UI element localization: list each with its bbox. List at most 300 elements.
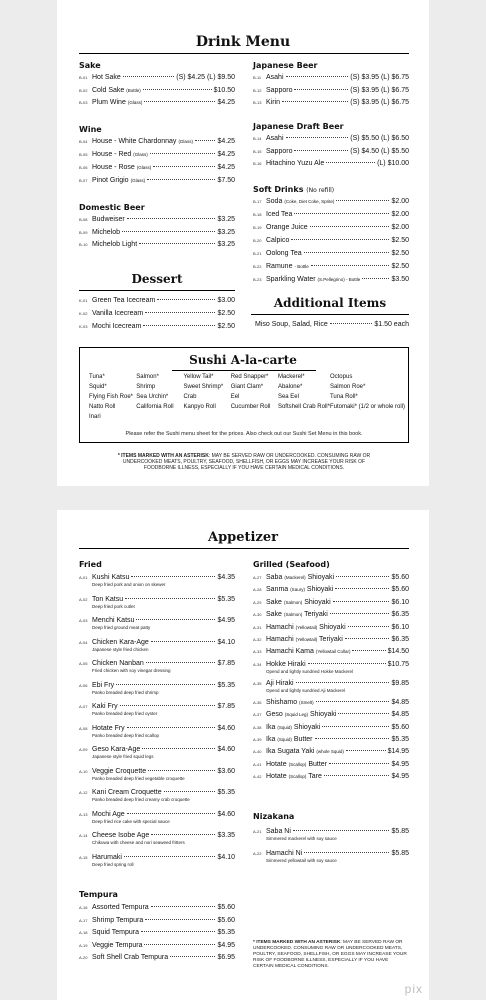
item-name: Shishamo: [266, 698, 298, 706]
leader-dots: [315, 738, 390, 739]
title-rule: [79, 53, 409, 54]
appetizer-disclaimer-text: : MAY BE SERVED RAW OR UNDERCOOKED. CONSUMING RAW OR UNDERCOOKED MEATS, POULTRY, SEAFOOD, SHELLFISH, OR EGGS MAY INCREASE YOUR RISK OF FOODBORNE ILLNESS, ESPECIALLY IF YOU HAVE CERTAIN MEDICAL CONDITIONS.: [253, 940, 407, 969]
item-price: $6.10: [391, 623, 409, 631]
leader-dots: [293, 830, 390, 831]
leader-dots: [330, 323, 373, 324]
item-code: B-13: [253, 100, 262, 105]
item-name-wrap: [266, 610, 328, 620]
drink-menu-page: [57, 0, 429, 486]
item-description: Deep fried ground meat patty: [92, 625, 151, 630]
item-name: Hotate Fry: [92, 724, 125, 732]
leader-dots: [345, 638, 390, 639]
section-heading-text: Tempura: [79, 890, 118, 899]
menu-item: [79, 228, 235, 238]
menu-item: [79, 941, 235, 951]
section-heading: [253, 812, 294, 821]
sushi-item: Salmon Roe*: [329, 384, 366, 390]
leader-dots: [324, 775, 390, 776]
item-name-wrap: [266, 73, 284, 83]
leader-dots: [145, 919, 215, 920]
item-name-wrap: [266, 147, 292, 157]
additional-items-line: Miso Soup, Salad, Rice: [255, 321, 328, 328]
item-price: $5.85: [391, 850, 409, 857]
item-price: $4.25: [217, 138, 235, 145]
item-name-wrap: [266, 86, 292, 96]
leader-dots: [348, 626, 390, 627]
item-name-wrap: [92, 903, 149, 913]
sushi-item: Natto Roll: [89, 404, 116, 410]
item-note: (Glass): [136, 165, 152, 170]
item-price: $2.50: [391, 237, 409, 244]
item-price: $3.25: [217, 216, 235, 223]
item-name-wrap: [266, 698, 314, 708]
leader-dots: [124, 856, 216, 857]
menu-item: [253, 760, 409, 770]
leader-dots: [330, 613, 390, 614]
watermark: pix: [404, 982, 423, 996]
leader-dots: [164, 791, 216, 792]
item-code: B-06: [79, 165, 88, 170]
item-code: A-05: [79, 661, 88, 666]
item-code: B-01: [79, 75, 88, 80]
item-price: $2.00: [391, 198, 409, 205]
item-description: Opend and lightly sundried Aji Mackerel: [266, 687, 346, 693]
item-code: A-02: [79, 596, 88, 602]
item-price: (S) $5.50 (L) $6.50: [350, 135, 409, 142]
menu-item: [253, 236, 409, 246]
section-heading: [79, 890, 118, 899]
item-price: $2.00: [391, 211, 409, 218]
item-name-wrap: [92, 322, 141, 332]
item-note: (Yellowtail): [295, 624, 318, 630]
menu-item: [253, 262, 409, 272]
item-note: (Salmon): [283, 599, 303, 605]
menu-item: [79, 137, 235, 147]
item-code: A-18: [79, 930, 88, 935]
leader-dots: [333, 601, 390, 602]
item-name: Chicken Nanban: [92, 660, 144, 667]
sushi-item: Abalone*: [277, 384, 303, 390]
item-price: $3.25: [217, 241, 235, 248]
item-name: Sanma: [266, 586, 289, 594]
item-name: Assorted Tempura: [92, 904, 149, 911]
item-name: Kaki Fry: [92, 703, 118, 710]
item-price: $4.25: [217, 151, 235, 158]
item-code: A-19: [79, 942, 88, 948]
leader-dots: [120, 705, 216, 706]
item-name: Ton Katsu: [92, 595, 124, 603]
leader-dots: [338, 713, 389, 714]
item-code: A-31: [253, 624, 262, 630]
section-heading-text: Wine: [79, 125, 102, 134]
sushi-title: Sushi A-la-carte: [189, 353, 297, 367]
item-name: House - Red: [92, 151, 132, 158]
item-name: Oolong Tea: [266, 250, 302, 257]
menu-item: [253, 134, 409, 144]
menu-item: [253, 197, 409, 207]
item-price: $5.60: [217, 904, 235, 911]
leader-dots: [148, 770, 215, 771]
item-style: Shioyaki: [293, 723, 321, 731]
item-code: B-21: [253, 251, 262, 256]
additional-items-title: Additional Items: [273, 296, 387, 310]
item-style: Shioyaki: [319, 623, 346, 631]
section-heading: [253, 185, 334, 194]
item-price: $2.50: [391, 263, 409, 270]
leader-dots: [151, 906, 216, 907]
menu-item: [79, 309, 235, 319]
leader-dots: [316, 701, 390, 702]
item-price: $5.35: [217, 681, 235, 689]
item-price: $7.85: [217, 703, 235, 710]
item-name: Sapporo: [266, 147, 293, 155]
item-price: $3.35: [217, 832, 235, 839]
menu-item: [253, 723, 409, 733]
item-price: $4.95: [391, 773, 409, 781]
dessert-rule: [79, 290, 235, 291]
sushi-item: Inari: [89, 414, 101, 420]
item-name: Asahi: [266, 135, 284, 142]
item-price: $5.35: [391, 736, 409, 743]
item-price: $4.25: [217, 99, 235, 106]
item-code: A-17: [79, 917, 88, 923]
item-code: A-06: [79, 682, 88, 688]
item-name: Hokke Hiraki: [266, 660, 306, 668]
menu-item: [253, 573, 409, 583]
item-description: Fried chicken with soy vinegar dressing: [92, 668, 171, 673]
appetizer-page: [57, 510, 429, 1000]
menu-item: [79, 86, 235, 96]
disclaimer-text: : MAY BE SERVED RAW OR UNDERCOOKED. CONSUMING RAW OR UNDERCOOKED MEATS, POULTRY, SEAFOOD, SHELLFISH, OR EGGS MAY INCREASE YOUR RISK OF FOODBORNE ILLNESS, ESPECIALLY IF YOU HAVE CERTAIN MEDICAL CONDITIONS.: [122, 453, 371, 471]
disclaimer-lead: * ITEMS MARKED WITH AN ASTERISK: [117, 453, 209, 459]
item-style: Shioyaki: [309, 711, 337, 719]
item-name-wrap: [266, 262, 309, 272]
leader-dots: [123, 76, 174, 77]
item-name: Ramune: [266, 263, 293, 270]
item-name: Plum Wine: [92, 99, 126, 106]
item-price: $3.60: [217, 767, 235, 775]
item-price: $2.50: [217, 310, 235, 317]
item-name: Ika: [266, 723, 276, 731]
item-name-wrap: [92, 215, 125, 225]
menu-item: [253, 598, 409, 608]
item-name: Saba Ni: [266, 828, 291, 835]
leader-dots: [286, 76, 349, 77]
item-name: Iced Tea: [266, 211, 293, 218]
item-name-wrap: [266, 723, 320, 733]
item-name: Hamachi Kama: [266, 648, 314, 656]
leader-dots: [150, 153, 216, 154]
item-price: $4.60: [217, 746, 235, 753]
appetizer-rule: [79, 548, 409, 549]
item-code: B-04: [79, 139, 88, 144]
item-price: $5.60: [217, 916, 235, 924]
sushi-item: Eel: [230, 394, 240, 400]
leader-dots: [310, 226, 390, 227]
leader-dots: [127, 813, 216, 814]
item-code: B-09: [79, 229, 88, 235]
item-name: Cold Sake: [92, 86, 125, 94]
item-description: Panko breaded deep fried shrimp: [92, 689, 159, 695]
section-heading-note: (No refill): [306, 187, 335, 194]
leader-dots: [127, 727, 216, 728]
item-name: Mochi Icecream: [92, 323, 142, 330]
item-code: K-02: [79, 311, 88, 316]
sushi-item: Cucumber Roll: [230, 404, 271, 410]
item-code: A-34: [253, 661, 262, 667]
item-description: Chikuwa with cheese and nori seaweed fritters: [92, 840, 185, 845]
item-code: A-29: [253, 599, 262, 605]
item-price: $2.00: [391, 224, 409, 231]
item-code: A-16: [79, 905, 88, 910]
sushi-item: Salmon*: [136, 374, 159, 380]
item-name: Sake: [266, 611, 282, 619]
item-note: (Glass): [130, 178, 146, 183]
leader-dots: [296, 682, 390, 683]
leader-dots: [116, 684, 215, 685]
item-code: A-30: [253, 612, 262, 618]
item-name: Vanilla Icecream: [92, 310, 144, 317]
item-code: A-41: [253, 761, 262, 767]
item-name-wrap: [266, 159, 324, 169]
item-name-wrap: [92, 163, 151, 173]
item-description: Deep fried spring roll: [92, 861, 134, 867]
item-note: (Scallop): [288, 761, 307, 767]
section-heading-text: Japanese Draft Beer: [253, 122, 344, 131]
sushi-item: Sea Urchin*: [136, 394, 169, 400]
item-code: A-40: [253, 749, 262, 755]
leader-dots: [136, 619, 215, 620]
sushi-item: Shrimp: [136, 384, 156, 390]
item-note: (Glass): [133, 152, 148, 157]
additional-items-price: $1.50 each: [374, 321, 409, 328]
item-style: Shioyaki: [304, 598, 331, 606]
item-price: $4.60: [217, 724, 235, 732]
item-code: B-05: [79, 152, 88, 157]
dessert-title: Dessert: [131, 272, 183, 286]
item-price: $10.75: [387, 660, 409, 668]
item-note: - Bottle: [294, 264, 309, 269]
item-name: Green Tea Icecream: [92, 297, 156, 304]
item-price: $4.85: [391, 711, 409, 719]
item-price: $2.50: [217, 323, 235, 330]
item-name-wrap: [92, 73, 121, 83]
appetizer-disclaimer: [253, 940, 409, 970]
item-name-wrap: [266, 772, 322, 782]
leader-dots: [362, 278, 389, 279]
leader-dots: [144, 944, 215, 945]
menu-item: [253, 147, 409, 157]
leader-dots: [326, 162, 375, 163]
item-name-wrap: [92, 916, 143, 926]
item-price: $4.10: [217, 853, 235, 861]
menu-item: [253, 610, 409, 620]
item-price: $3.00: [217, 297, 235, 304]
item-code: A-09: [79, 747, 88, 752]
item-code: A-27: [253, 575, 262, 580]
leader-dots: [352, 650, 385, 651]
section-heading-text: Domestic Beer: [79, 203, 145, 212]
item-name: Ika Sugata Yaki: [266, 748, 315, 756]
item-note: (Mackerel): [284, 575, 306, 580]
sushi-item: Kanpyo Roll: [183, 404, 216, 410]
item-code: A-32: [253, 637, 262, 642]
item-description: Panko breaded deep fried oyster: [92, 711, 158, 716]
leader-dots: [195, 140, 216, 141]
item-name-wrap: [266, 760, 327, 770]
sushi-item: Octopus: [329, 374, 353, 380]
item-name-wrap: [266, 210, 292, 220]
additional-items-row: [255, 320, 409, 330]
item-price: $2.50: [391, 250, 409, 257]
item-code: B-02: [79, 87, 88, 93]
item-name: Sapporo: [266, 86, 293, 94]
item-price: $3.25: [217, 228, 235, 236]
leader-dots: [143, 89, 212, 90]
item-price: $4.95: [391, 760, 409, 768]
item-name: Michelob: [92, 228, 121, 236]
item-style: Teriyaki: [304, 611, 328, 619]
item-name: Geso Kara-Age: [92, 746, 141, 753]
leader-dots: [291, 239, 389, 240]
item-name: Saba: [266, 574, 283, 581]
item-name: Ika: [266, 736, 276, 743]
menu-item: [253, 585, 409, 595]
item-note: (Coke, Diet Coke, Sprite): [284, 199, 335, 204]
item-name: Veggie Croquette: [92, 767, 147, 775]
section-heading-text: Sake: [79, 61, 101, 70]
item-code: A-37: [253, 712, 262, 718]
item-style: Butter: [308, 760, 328, 768]
item-price: $6.95: [217, 954, 235, 961]
item-name: Michelob Light: [92, 241, 138, 248]
item-description: Simmered yellowtail with soy sauce: [266, 858, 337, 863]
sushi-item: Tuna*: [89, 374, 105, 380]
item-name-wrap: [92, 176, 145, 186]
leader-dots: [346, 750, 386, 751]
item-code: A-36: [253, 699, 262, 705]
item-price: (S) $3.95 (L) $6.75: [350, 99, 409, 106]
item-note: (Saury): [290, 587, 305, 593]
item-name-wrap: [92, 296, 155, 306]
item-description: Simmered mackerel with soy sauce: [266, 836, 337, 841]
item-price: $5.60: [391, 586, 409, 594]
section-heading-text: Soft Drinks: [253, 185, 304, 194]
item-code: A-08: [79, 725, 88, 731]
menu-item: [79, 928, 235, 938]
item-code: A-01: [79, 575, 88, 580]
item-description: Japanese style fried chicken: [92, 646, 149, 652]
sushi-item: Squid*: [89, 384, 107, 390]
item-name: Aji Hiraki: [266, 679, 294, 687]
item-style: Tare: [308, 773, 322, 781]
item-description: Opend and lightly sundried Hokke Mackerel: [266, 668, 354, 674]
item-name: Pinot Grigio: [92, 177, 129, 184]
item-name-wrap: [266, 647, 350, 657]
item-price: $7.85: [217, 660, 235, 667]
sushi-rule: [172, 370, 316, 371]
appetizer-title: Appetizer: [208, 530, 278, 545]
item-name: Harumaki: [92, 853, 122, 861]
item-name-wrap: [266, 197, 334, 207]
leader-dots: [139, 243, 215, 244]
menu-item: [253, 159, 409, 169]
item-price: (S) $3.95 (L) $6.75: [350, 86, 409, 94]
leader-dots: [131, 576, 215, 577]
leader-dots: [304, 852, 389, 853]
leader-dots: [141, 931, 216, 932]
item-name-wrap: [92, 86, 141, 96]
item-name-wrap: [92, 240, 137, 250]
item-name-wrap: [92, 953, 168, 963]
menu-item: [79, 98, 235, 108]
item-code: B-08: [79, 217, 88, 222]
item-price: $5.60: [391, 723, 409, 731]
menu-item: [79, 903, 235, 913]
item-note: (Glass): [127, 100, 143, 105]
item-code: A-20: [79, 955, 88, 960]
sushi-item: Crab: [183, 394, 197, 400]
item-description: Panko breaded deep fried creamy crab croquette: [92, 797, 190, 802]
item-code: B-22: [253, 264, 262, 269]
additional-rule: [251, 314, 409, 315]
item-name: Hamachi: [266, 623, 294, 631]
item-code: B-20: [253, 238, 262, 243]
item-note: (whole Squid): [316, 749, 344, 755]
item-code: B-15: [253, 148, 262, 154]
menu-item: [253, 275, 409, 285]
sushi-item: Yellow Tail*: [183, 374, 214, 380]
item-name-wrap: [266, 710, 336, 720]
sushi-note: Please refer the Sushi menu sheet for the prices. Also check out our Sushi Set Menu in this book.: [125, 431, 363, 437]
item-name: Kani Cream Croquette: [92, 789, 162, 796]
item-code: A-13: [79, 811, 88, 817]
menu-item: [253, 86, 409, 96]
leader-dots: [125, 598, 215, 599]
sushi-item: Futomaki* (1/2 or whole roll): [329, 404, 405, 410]
menu-item: [79, 163, 235, 173]
item-price: $10.50: [213, 86, 235, 94]
leader-dots: [308, 663, 386, 664]
item-code: A-15: [79, 854, 88, 860]
item-name-wrap: [92, 928, 139, 938]
item-name-wrap: [266, 275, 360, 285]
item-description: Deep fried rice cake with special sauce: [92, 818, 170, 824]
item-code: A-42: [253, 774, 262, 780]
menu-item: [253, 747, 409, 757]
item-description: Panko breaded deep fried vegetable croquette: [92, 775, 185, 781]
item-name: Chicken Kara-Age: [92, 638, 149, 646]
menu-item: [253, 73, 409, 83]
item-code: A-12: [79, 790, 88, 795]
leader-dots: [286, 137, 349, 138]
leader-dots: [336, 576, 389, 577]
item-name-wrap: [92, 150, 148, 160]
item-code: A-21: [253, 829, 262, 834]
item-name-wrap: [266, 98, 280, 108]
item-name: Orange Juice: [266, 224, 308, 231]
item-note: (Scallop): [288, 774, 307, 780]
item-code: A-04: [79, 639, 88, 645]
item-code: B-17: [253, 199, 262, 204]
item-price: $14.95: [387, 748, 409, 756]
section-heading-text: Grilled (Seafood): [253, 560, 330, 569]
item-name-wrap: [266, 635, 343, 645]
item-code: A-03: [79, 618, 88, 623]
menu-item: [79, 916, 235, 926]
menu-item: [253, 710, 409, 720]
leader-dots: [127, 218, 216, 219]
